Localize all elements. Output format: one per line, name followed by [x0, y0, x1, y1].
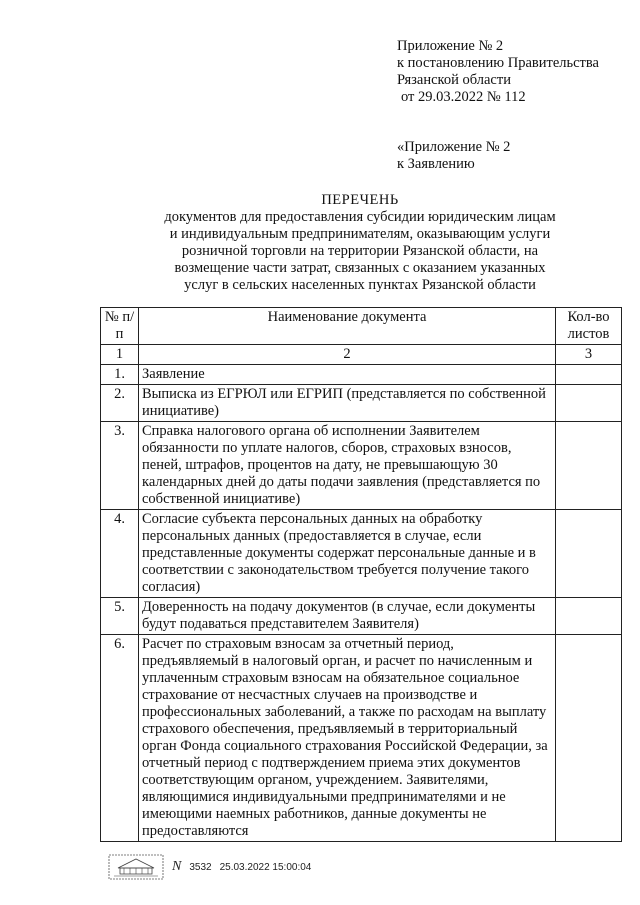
signature-mark: N	[172, 859, 182, 874]
row-num: 3.	[101, 422, 139, 510]
row-name: Выписка из ЕГРЮЛ или ЕГРИП (представляется по собственной инициативе)	[139, 385, 556, 422]
table-row	[101, 385, 622, 422]
col-number-2: 2	[139, 345, 556, 365]
doc-number: 3532	[189, 861, 212, 873]
row-num: 5.	[101, 598, 139, 635]
appendix2-line-2: к Заявлению	[397, 156, 475, 172]
electronic-signature-footer	[108, 854, 311, 880]
table-row	[101, 422, 622, 510]
table-row	[101, 510, 622, 598]
row-count	[556, 635, 622, 842]
row-name: Заявление	[139, 365, 556, 385]
row-num: 1.	[101, 365, 139, 385]
column-number-row	[101, 345, 622, 365]
table-header-row	[101, 308, 622, 345]
row-count	[556, 365, 622, 385]
documents-table	[100, 307, 622, 842]
appendix2-line-1: «Приложение № 2	[397, 139, 511, 155]
government-building-logo-icon	[108, 854, 164, 880]
appendix-line-2: к постановлению Правительства	[397, 55, 599, 71]
title-line-5: услуг в сельских населенных пунктах Рязанской области	[184, 277, 536, 293]
title-line-1: документов для предоставления субсидии юридическим лицам	[164, 209, 556, 225]
title-heading: ПЕРЕЧЕНЬ	[321, 192, 399, 208]
col-number-3: 3	[556, 345, 622, 365]
appendix-line-1: Приложение № 2	[397, 38, 504, 54]
row-name: Справка налогового органа об исполнении Заявителем обязанности по уплате налогов, сборов, страховых взносов, пеней, штрафов, процентов на дату, не превышающую 30 календарных дней до даты подачи заявления (представляется по собственной инициативе)	[139, 422, 556, 510]
table-row	[101, 635, 622, 842]
table-row	[101, 598, 622, 635]
document-title	[100, 192, 620, 294]
row-name: Доверенность на подачу документов (в случае, если документы будут подаваться представителем Заявителя)	[139, 598, 556, 635]
row-name: Расчет по страховым взносам за отчетный период, предъявляемый в налоговый орган, и расчет по начисленным и уплаченным страховым взносам на обязательное социальное страхование от несчастных случаев на производстве и профессиональных заболеваний, а также по расходам на выплату страхового обеспечения, предъявляемый в территориальный орган Фонда социального страхования Российской Федерации, за отчетный период с подтверждением приема этих документов соответствующим органом, учреждением. Заявителями, являющимися индивидуальными предпринимателями и не имеющими наемных работников, данные документы не предоставляются	[139, 635, 556, 842]
col-number-1: 1	[101, 345, 139, 365]
table-row	[101, 365, 622, 385]
row-count	[556, 385, 622, 422]
title-line-2: и индивидуальным предпринимателям, оказывающим услуги	[169, 226, 551, 242]
row-num: 2.	[101, 385, 139, 422]
row-count	[556, 510, 622, 598]
appendix-header	[397, 38, 599, 106]
appendix-line-4: от 29.03.2022 № 112	[401, 89, 526, 105]
title-line-3: розничной торговли на территории Рязанской области, на	[181, 243, 539, 259]
row-num: 4.	[101, 510, 139, 598]
header-num: № п/п	[101, 308, 139, 345]
row-count	[556, 598, 622, 635]
row-num: 6.	[101, 635, 139, 842]
row-name: Согласие субъекта персональных данных на обработку персональных данных (предоставляется в случае, если представленные документы содержат персональные данные и в соответствии с законодательством требуется получение такого согласия)	[139, 510, 556, 598]
header-name: Наименование документа	[139, 308, 556, 345]
appendix-line-3: Рязанской области	[397, 72, 511, 88]
appendix-to-application	[397, 139, 510, 173]
timestamp: 25.03.2022 15:00:04	[219, 861, 312, 873]
row-count	[556, 422, 622, 510]
title-line-4: возмещение части затрат, связанных с оказанием указанных	[174, 260, 546, 276]
header-count: Кол-во листов	[556, 308, 622, 345]
